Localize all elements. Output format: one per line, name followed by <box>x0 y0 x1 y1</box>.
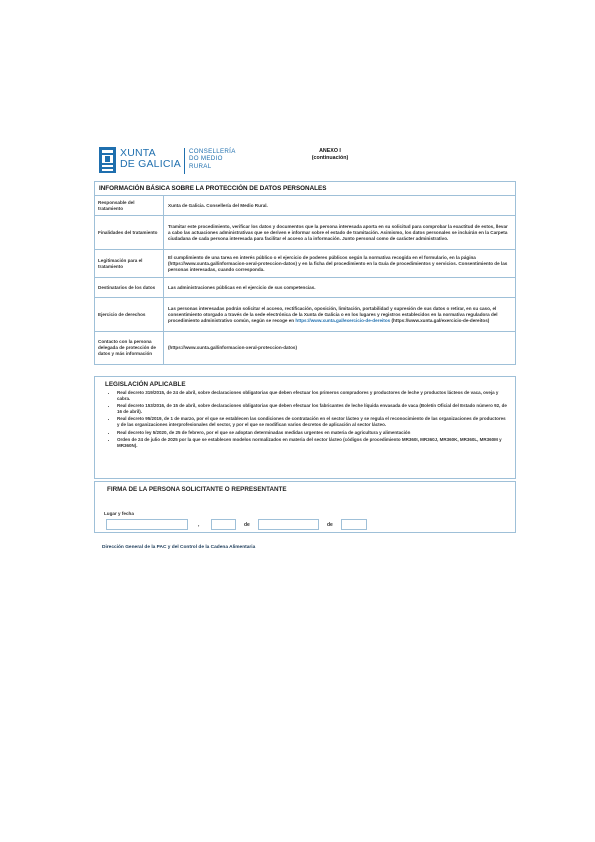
legitimation-text-end: y en la ficha del procedimiento en la Guía de procedimientos y servicios. Consentimiento de las personas interesadas, cuando corresponda. <box>168 260 508 272</box>
de-separator-2: de <box>327 522 333 528</box>
legislation-section <box>94 376 516 479</box>
row-label: Responsable del tratamiento <box>95 196 164 215</box>
rights-text-start: Las personas interesadas podrán solicitar el acceso, rectificación, oposición, limitación, portabilidad y supresión de sus datos o retirar, en su caso, el consentimiento otorgado a través de la sede electrónica de la Xunta de Galicia o en los lugares y registros establecidos en la normativa reguladora del procedimiento administrativo común, según se recoge en <box>168 305 498 323</box>
dept-line1: CONSELLERÍA <box>189 148 236 155</box>
list-item: • Real decreto 153/2016, de 15 de abril, sobre declaraciones obligatorias que deben efectuar los fabricantes de leche líquida envasada de vaca (Boletín Oficial del Estado número 92, de 16 de abril). <box>117 403 515 415</box>
row-value-text: Las administraciones públicas en el ejercicio de sus competencias. <box>168 284 316 290</box>
list-item: • Orden de 24 de julio de 2025 por la que se establecen modelos normalizados en materia del sector lácteo (códigos de procedimiento MR360I, MR360J, MR360K, MR360L, MR360M y MR360N). <box>117 437 515 449</box>
legitimation-text-start: El cumplimiento de una tarea en interés público o el ejercicio de poderes públicos según la normativa recogida en el formulario, en la página <box>168 254 476 260</box>
logo-department <box>189 148 236 170</box>
table-row <box>95 332 515 364</box>
row-value-text <box>168 255 511 273</box>
table-row <box>95 278 515 298</box>
logo-name <box>120 148 181 170</box>
annex-heading <box>300 148 360 162</box>
data-protection-title: INFORMACIÓN BÁSICA SOBRE LA PROTECCIÓN DE DATOS PERSONALES <box>95 182 515 196</box>
row-value <box>164 332 515 364</box>
annex-title: ANEXO I <box>319 148 341 154</box>
legislation-list <box>95 390 515 449</box>
row-label: Destinatarios de los datos <box>95 278 164 297</box>
table-row <box>95 216 515 250</box>
footer-text: Dirección General de la PAC y del Control de la Cadena Alimentaria <box>102 545 256 550</box>
comma-separator: , <box>198 522 200 528</box>
year-input[interactable] <box>341 519 367 530</box>
place-date-label: Lugar y fecha <box>104 511 134 516</box>
dpo-contact-link[interactable]: (https://www.xunta.gal/informacion-xeral-proteccion-datos) <box>168 345 297 350</box>
rights-link[interactable]: https://www.xunta.gal/exercicio-de-dereitos <box>295 317 391 323</box>
row-value-text <box>168 306 511 324</box>
list-item: • Real decreto 95/2019, de 1 de marzo, por el que se establecen las condiciones de contratación en el sector lácteo y se regula el reconocimiento de las organizaciones de productores y de las organizaciones interprofesionales del sector, y por el que se modifican varios decretos de aplicación al sector lácteo. <box>117 416 515 428</box>
row-value <box>164 216 515 249</box>
legitimation-link[interactable]: (https://www.xunta.gal/informacion-xeral-proteccion-datos) <box>168 260 297 266</box>
row-value <box>164 196 515 215</box>
row-label: Legitimación para el tratamiento <box>95 250 164 277</box>
dept-line3: RURAL <box>189 162 212 170</box>
day-input[interactable] <box>211 519 236 530</box>
row-value <box>164 278 515 297</box>
list-item: • Real decreto ley 5/2020, de 25 de febrero, por el que se adoptan determinadas medidas urgentes en materia de agricultura y alimentación <box>117 430 515 436</box>
row-value-text: Xunta de Galicia. Consellería del Medio Rural. <box>168 202 268 208</box>
list-item: • Real decreto 319/2015, de 24 de abril, sobre declaraciones obligatorias que deben efectuar los primeros compradores y productores de leche y productos lácteos de vaca, oveja y cabra. <box>117 390 515 402</box>
table-row <box>95 298 515 332</box>
signature-title: FIRMA DE LA PERSONA SOLICITANTE O REPRESENTANTE <box>107 486 287 493</box>
xunta-emblem-icon <box>99 147 116 173</box>
month-input[interactable] <box>258 519 319 530</box>
table-row <box>95 196 515 216</box>
row-value-text: Tramitar este procedimiento, verificar los datos y documentos que la persona interesada aporta en su solicitud para comprobar la exactitud de estos, llevar a cabo las actuaciones administrativas que se deriven e informar sobre el estado de tramitación. Asimismo, los datos personales se incluirán en la Carpeta ciudadana de cada persona interesada para facilitar el acceso a la información. Junto personal como de carácter administrativo. <box>168 223 508 241</box>
xunta-logo <box>99 147 259 177</box>
signature-section <box>94 481 516 533</box>
logo-name-line1: XUNTA <box>120 147 156 159</box>
data-protection-table <box>94 181 516 365</box>
row-value <box>164 250 515 277</box>
logo-name-line2: DE GALICIA <box>120 158 181 170</box>
de-separator-1: de <box>244 522 250 528</box>
row-value <box>164 298 515 331</box>
place-input[interactable] <box>106 519 188 530</box>
row-label: Contacto con la persona delegada de protección de datos y más información <box>95 332 164 364</box>
legislation-title: LEGISLACIÓN APLICABLE <box>105 381 186 388</box>
row-label: Finalidades del tratamiento <box>95 216 164 249</box>
table-row <box>95 250 515 278</box>
dept-line2: DO MEDIO <box>189 155 223 163</box>
annex-subtitle: (continuación) <box>311 155 349 161</box>
rights-text-end: (https://www.xunta.gal/exercicio-de-dereitos) <box>390 317 490 323</box>
logo-divider <box>184 148 185 174</box>
row-label: Ejercicio de derechos <box>95 298 164 331</box>
